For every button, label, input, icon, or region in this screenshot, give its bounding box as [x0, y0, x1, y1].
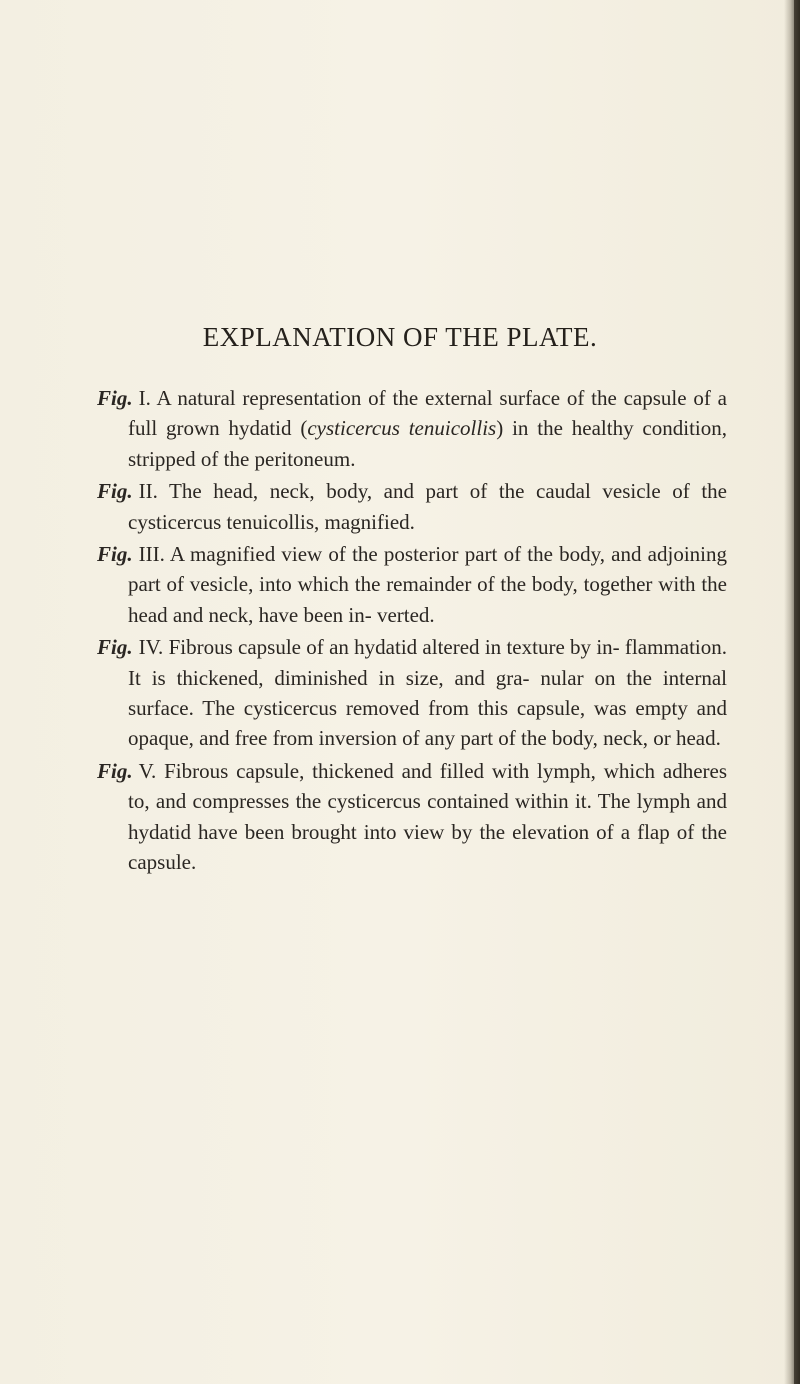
- figure-label: Fig.: [97, 542, 133, 567]
- figure-entry-2: [97, 476, 727, 537]
- figure-numeral: II.: [138, 479, 158, 504]
- figure-text: Fibrous capsule of an hydatid altered in texture by in- flammation. It is thickened, diminished in size, and gra- nular on the internal surface. The cysticercus removed from this capsule, was empty and opaque, and free from inversion of any part of the body, neck, or head.: [128, 635, 727, 751]
- figure-explanations: [97, 383, 727, 880]
- species-name: cysticercus tenuicollis: [307, 416, 497, 441]
- figure-label: Fig.: [97, 386, 133, 410]
- figure-numeral: IV.: [138, 635, 164, 660]
- figure-label: Fig.: [97, 479, 133, 504]
- figure-label: Fig.: [97, 758, 133, 783]
- figure-text: A magnified view of the posterior part of the body, and adjoining part of vesicle, into which the remainder of the body, together with the head and neck, have been in- verted.: [128, 542, 727, 627]
- figure-numeral: I.: [138, 386, 151, 410]
- page-title: EXPLANATION OF THE PLATE.: [202, 322, 598, 352]
- figure-text-after: ) in the healthy condition, stripped of the peritoneum.: [128, 416, 727, 471]
- figure-label: Fig.: [97, 635, 133, 660]
- figure-text-before: A natural representation of the external surface of the capsule of a full grown hydatid (: [128, 386, 727, 441]
- figure-numeral: III.: [138, 542, 165, 567]
- page-edge: [794, 0, 800, 1384]
- figure-numeral: V.: [138, 758, 157, 783]
- figure-text: The head, neck, body, and part of the caudal vesicle of the cysticercus tenuicollis, magnified.: [128, 479, 728, 534]
- figure-text: Fibrous capsule, thickened and filled with lymph, which adheres to, and compresses the cysticercus contained within it. The lymph and hydatid have been brought into view by the elevation of a flap of the capsule.: [128, 758, 727, 875]
- figure-entry-4: [97, 632, 727, 754]
- figure-entry-3: [97, 539, 727, 630]
- figure-entry-5: [97, 756, 727, 878]
- figure-entry-1: [97, 383, 727, 474]
